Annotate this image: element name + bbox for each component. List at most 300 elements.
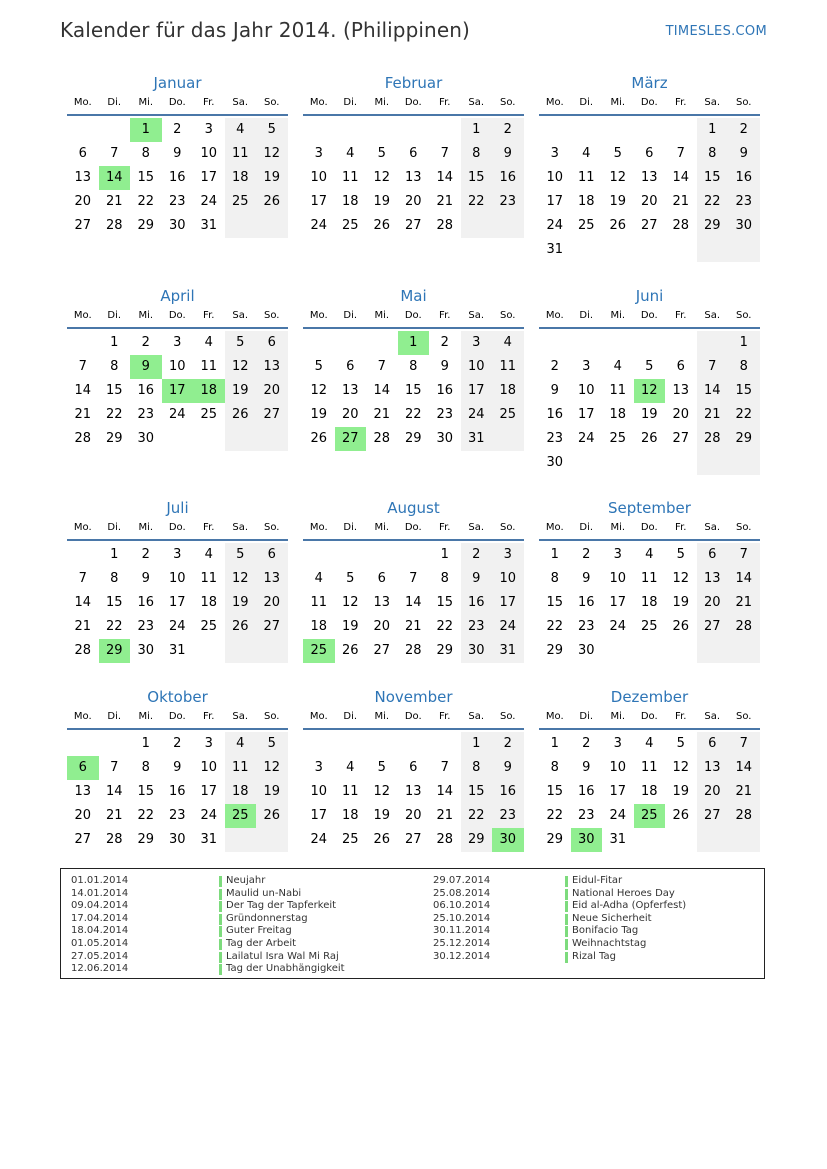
month-11	[539, 688, 760, 888]
header-rule	[539, 728, 760, 730]
holiday-day-cell: 18	[193, 379, 225, 403]
weekday-header: Mo.	[309, 711, 328, 722]
weekday-header: Do.	[168, 310, 186, 321]
day-cell: 26	[640, 431, 658, 446]
day-cell: 24	[168, 619, 186, 634]
weekday-header: So.	[500, 97, 516, 108]
weekday-header: Sa.	[704, 711, 721, 722]
day-cell: 22	[404, 407, 422, 422]
day-cell: 26	[373, 832, 391, 847]
weekday-header: Sa.	[468, 97, 485, 108]
day-cell: 31	[168, 643, 186, 658]
day-cell: 30	[461, 639, 493, 663]
day-cell: 25	[492, 403, 524, 427]
day-cell: 21	[74, 407, 92, 422]
day-cell: 6	[256, 543, 288, 567]
day-cell: 19	[373, 808, 391, 823]
day-cell: 18	[640, 595, 658, 610]
weekday-header: Di.	[107, 711, 122, 722]
weekday-header: Fr.	[675, 310, 687, 321]
day-cell: 17	[461, 379, 493, 403]
weekday-header: So.	[500, 522, 516, 533]
day-cell: 12	[310, 383, 328, 398]
day-cell: 13	[256, 355, 288, 379]
day-cell: 2	[141, 547, 150, 562]
day-cell: 17	[310, 808, 328, 823]
day-cell: 10	[310, 784, 328, 799]
month-name: Februar	[384, 74, 443, 92]
day-cell: 8	[461, 142, 493, 166]
day-cell: 30	[168, 832, 186, 847]
day-cell: 6	[697, 732, 729, 756]
day-cell: 10	[200, 760, 218, 775]
day-cell: 18	[341, 194, 359, 209]
day-cell: 22	[697, 190, 729, 214]
holiday-day-cell: 25	[303, 639, 335, 663]
weekend-shade	[697, 828, 729, 852]
day-cell: 23	[492, 804, 524, 828]
day-cell: 9	[728, 142, 760, 166]
day-cell: 5	[377, 760, 386, 775]
day-cell: 28	[728, 615, 760, 639]
day-cell: 3	[613, 736, 622, 751]
weekend-shade	[492, 214, 524, 238]
day-cell: 15	[546, 595, 564, 610]
day-cell: 27	[74, 832, 92, 847]
month-8	[539, 499, 760, 699]
day-cell: 9	[173, 760, 182, 775]
day-cell: 11	[492, 355, 524, 379]
day-cell: 6	[697, 543, 729, 567]
month-name: März	[631, 74, 668, 92]
day-cell: 7	[377, 359, 386, 374]
day-cell: 4	[346, 146, 355, 161]
day-cell: 12	[225, 355, 257, 379]
weekend-shade	[256, 214, 288, 238]
day-cell: 5	[256, 118, 288, 142]
day-cell: 1	[550, 736, 559, 751]
day-cell: 16	[728, 166, 760, 190]
day-cell: 10	[168, 359, 186, 374]
day-cell: 21	[436, 194, 454, 209]
day-cell: 13	[74, 170, 92, 185]
day-cell: 15	[461, 166, 493, 190]
day-cell: 19	[256, 780, 288, 804]
day-cell: 2	[582, 547, 591, 562]
day-cell: 21	[728, 780, 760, 804]
day-cell: 20	[341, 407, 359, 422]
day-cell: 15	[436, 595, 454, 610]
day-cell: 3	[173, 547, 182, 562]
weekday-header: Mi.	[374, 310, 390, 321]
day-cell: 22	[436, 619, 454, 634]
weekday-header: Sa.	[232, 310, 249, 321]
day-cell: 16	[168, 170, 186, 185]
weekday-header: Mi.	[138, 310, 154, 321]
day-cell: 22	[461, 190, 493, 214]
day-cell: 10	[200, 146, 218, 161]
day-cell: 7	[697, 355, 729, 379]
legend-date: 30.12.2014	[433, 950, 491, 962]
day-cell: 7	[78, 359, 87, 374]
header-rule	[67, 728, 288, 730]
weekday-header: Do.	[404, 711, 422, 722]
day-cell: 15	[461, 780, 493, 804]
day-cell: 23	[436, 407, 454, 422]
day-cell: 5	[225, 543, 257, 567]
day-cell: 30	[546, 455, 564, 470]
day-cell: 5	[314, 359, 323, 374]
day-cell: 1	[461, 732, 493, 756]
weekday-header: Di.	[343, 310, 358, 321]
day-cell: 6	[409, 760, 418, 775]
weekday-header: Mi.	[374, 711, 390, 722]
day-cell: 11	[640, 760, 658, 775]
day-cell: 11	[200, 359, 218, 374]
weekday-header: Mo.	[73, 522, 92, 533]
day-cell: 9	[582, 571, 591, 586]
day-cell: 22	[546, 619, 564, 634]
day-cell: 1	[110, 547, 119, 562]
day-cell: 7	[676, 146, 685, 161]
day-cell: 4	[225, 118, 257, 142]
day-cell: 14	[728, 756, 760, 780]
weekday-header: Fr.	[675, 97, 687, 108]
day-cell: 8	[550, 571, 559, 586]
day-cell: 13	[404, 170, 422, 185]
page-title: Kalender für das Jahr 2014. (Philippinen)	[60, 18, 470, 42]
day-cell: 19	[672, 784, 690, 799]
weekday-header: Mo.	[545, 97, 564, 108]
day-cell: 21	[105, 194, 123, 209]
day-cell: 21	[373, 407, 391, 422]
legend-holiday-name: Der Tag der Tapferkeit	[219, 900, 345, 913]
month-name: Mai	[400, 287, 427, 305]
weekday-header: Mo.	[545, 522, 564, 533]
weekday-header: Mi.	[138, 711, 154, 722]
day-cell: 10	[310, 170, 328, 185]
day-cell: 1	[110, 335, 119, 350]
day-cell: 29	[404, 431, 422, 446]
day-cell: 18	[640, 784, 658, 799]
day-cell: 23	[577, 808, 595, 823]
day-cell: 12	[225, 567, 257, 591]
day-cell: 18	[609, 407, 627, 422]
day-cell: 5	[613, 146, 622, 161]
day-cell: 9	[141, 571, 150, 586]
day-cell: 11	[200, 571, 218, 586]
day-cell: 8	[461, 756, 493, 780]
day-cell: 1	[440, 547, 449, 562]
day-cell: 28	[728, 804, 760, 828]
day-cell: 23	[168, 808, 186, 823]
day-cell: 6	[78, 146, 87, 161]
day-cell: 30	[436, 431, 454, 446]
weekday-header: Di.	[107, 522, 122, 533]
day-cell: 7	[110, 760, 119, 775]
weekday-header: Fr.	[439, 97, 451, 108]
weekday-header: Do.	[404, 522, 422, 533]
day-cell: 21	[74, 619, 92, 634]
weekday-header: Di.	[579, 711, 594, 722]
day-cell: 11	[341, 784, 359, 799]
weekday-header: Fr.	[439, 310, 451, 321]
day-cell: 24	[609, 808, 627, 823]
day-cell: 16	[137, 595, 155, 610]
day-cell: 26	[256, 190, 288, 214]
day-cell: 31	[546, 242, 564, 257]
day-cell: 24	[310, 832, 328, 847]
weekday-header: Do.	[404, 310, 422, 321]
weekday-header: Do.	[640, 97, 658, 108]
weekday-header: Fr.	[439, 522, 451, 533]
weekday-header: Mo.	[309, 97, 328, 108]
day-cell: 9	[173, 146, 182, 161]
day-cell: 28	[404, 643, 422, 658]
legend-holiday-name: National Heroes Day	[565, 888, 686, 901]
weekday-header: Do.	[168, 522, 186, 533]
month-name: Januar	[153, 74, 202, 92]
day-cell: 26	[609, 218, 627, 233]
day-cell: 24	[609, 619, 627, 634]
day-cell: 17	[168, 595, 186, 610]
weekend-shade	[728, 451, 760, 475]
day-cell: 28	[74, 643, 92, 658]
day-cell: 4	[492, 331, 524, 355]
day-cell: 9	[582, 760, 591, 775]
day-cell: 28	[105, 832, 123, 847]
weekday-header: Fr.	[675, 711, 687, 722]
holiday-day-cell: 6	[67, 756, 99, 780]
day-cell: 30	[137, 643, 155, 658]
day-cell: 11	[640, 571, 658, 586]
holiday-day-cell: 14	[99, 166, 131, 190]
weekend-shade	[697, 331, 729, 355]
day-cell: 21	[728, 591, 760, 615]
legend-date: 01.01.2014	[71, 875, 129, 886]
day-cell: 18	[200, 595, 218, 610]
weekday-header: Mo.	[73, 97, 92, 108]
weekday-header: Mo.	[309, 522, 328, 533]
weekday-header: Do.	[640, 522, 658, 533]
day-cell: 12	[373, 784, 391, 799]
weekend-shade	[225, 639, 257, 663]
day-cell: 4	[225, 732, 257, 756]
day-cell: 21	[105, 808, 123, 823]
legend-holiday-name: Gründonnerstag	[219, 913, 345, 926]
weekday-header: So.	[264, 522, 280, 533]
day-cell: 3	[173, 335, 182, 350]
day-cell: 28	[697, 427, 729, 451]
weekend-shade	[256, 427, 288, 451]
day-cell: 27	[74, 218, 92, 233]
holiday-day-cell: 25	[634, 804, 666, 828]
header-rule	[67, 539, 288, 541]
day-cell: 28	[436, 218, 454, 233]
weekday-header: Mi.	[610, 711, 626, 722]
day-cell: 10	[546, 170, 564, 185]
day-cell: 4	[314, 571, 323, 586]
weekday-header: Fr.	[203, 711, 215, 722]
day-cell: 30	[728, 214, 760, 238]
day-cell: 23	[577, 619, 595, 634]
weekday-header: Mo.	[545, 310, 564, 321]
day-cell: 19	[341, 619, 359, 634]
header-rule	[539, 327, 760, 329]
day-cell: 10	[492, 567, 524, 591]
legend-date: 25.12.2014	[433, 937, 491, 949]
weekday-header: Mo.	[73, 711, 92, 722]
legend-holiday-name: Eidul-Fitar	[565, 875, 686, 888]
day-cell: 19	[640, 407, 658, 422]
day-cell: 25	[609, 431, 627, 446]
day-cell: 9	[492, 142, 524, 166]
day-cell: 6	[346, 359, 355, 374]
weekday-header: Sa.	[704, 97, 721, 108]
day-cell: 3	[550, 146, 559, 161]
day-cell: 20	[74, 194, 92, 209]
day-cell: 15	[137, 784, 155, 799]
weekday-header: Do.	[404, 97, 422, 108]
legend-date: 29.07.2014	[433, 875, 491, 886]
month-6	[67, 499, 288, 699]
day-cell: 11	[341, 170, 359, 185]
day-cell: 23	[492, 190, 524, 214]
day-cell: 8	[697, 142, 729, 166]
day-cell: 6	[409, 146, 418, 161]
day-cell: 10	[168, 571, 186, 586]
day-cell: 25	[200, 619, 218, 634]
weekday-header: Sa.	[232, 522, 249, 533]
weekday-header: Mi.	[138, 522, 154, 533]
day-cell: 31	[609, 832, 627, 847]
day-cell: 7	[110, 146, 119, 161]
day-cell: 12	[341, 595, 359, 610]
day-cell: 12	[256, 142, 288, 166]
legend-holiday-name: Rizal Tag	[565, 951, 686, 964]
day-cell: 2	[492, 118, 524, 142]
day-cell: 9	[550, 383, 559, 398]
day-cell: 31	[200, 218, 218, 233]
day-cell: 3	[582, 359, 591, 374]
header-rule	[303, 728, 524, 730]
day-cell: 17	[609, 595, 627, 610]
day-cell: 28	[436, 832, 454, 847]
legend-left-dates	[71, 875, 128, 976]
day-cell: 5	[377, 146, 386, 161]
day-cell: 24	[461, 403, 493, 427]
legend-holiday-name: Tag der Arbeit	[219, 938, 345, 951]
day-cell: 26	[225, 403, 257, 427]
weekend-shade	[461, 214, 493, 238]
day-cell: 28	[373, 431, 391, 446]
day-cell: 9	[461, 567, 493, 591]
day-cell: 11	[609, 383, 627, 398]
legend-date: 30.11.2014	[433, 925, 491, 937]
holiday-day-cell: 30	[492, 828, 524, 852]
day-cell: 29	[137, 218, 155, 233]
weekend-shade	[225, 427, 257, 451]
day-cell: 8	[110, 571, 119, 586]
legend-holiday-name: Tag der Unabhängigkeit	[219, 963, 345, 976]
day-cell: 14	[105, 784, 123, 799]
day-cell: 11	[225, 756, 257, 780]
legend-date: 09.04.2014	[71, 900, 129, 912]
month-7	[303, 499, 524, 699]
day-cell: 6	[645, 146, 654, 161]
weekend-shade	[697, 639, 729, 663]
day-cell: 3	[314, 146, 323, 161]
weekday-header: Di.	[579, 97, 594, 108]
day-cell: 26	[672, 808, 690, 823]
day-cell: 29	[436, 643, 454, 658]
day-cell: 20	[697, 591, 729, 615]
day-cell: 14	[74, 383, 92, 398]
day-cell: 25	[341, 832, 359, 847]
legend-date: 25.10.2014	[433, 912, 491, 924]
day-cell: 2	[461, 543, 493, 567]
day-cell: 8	[141, 760, 150, 775]
day-cell: 18	[310, 619, 328, 634]
holiday-day-cell: 27	[335, 427, 367, 451]
day-cell: 24	[310, 218, 328, 233]
day-cell: 22	[137, 194, 155, 209]
day-cell: 13	[256, 567, 288, 591]
day-cell: 18	[577, 194, 595, 209]
day-cell: 18	[492, 379, 524, 403]
day-cell: 31	[461, 427, 493, 451]
day-cell: 3	[314, 760, 323, 775]
month-name: Dezember	[610, 688, 689, 706]
day-cell: 3	[492, 543, 524, 567]
day-cell: 6	[676, 359, 685, 374]
day-cell: 24	[492, 615, 524, 639]
weekday-header: So.	[736, 711, 752, 722]
day-cell: 2	[492, 732, 524, 756]
legend-holiday-name: Lailatul Isra Wal Mi Raj	[219, 951, 345, 964]
day-cell: 18	[225, 166, 257, 190]
weekday-header: Di.	[343, 522, 358, 533]
day-cell: 2	[173, 122, 182, 137]
day-cell: 27	[697, 804, 729, 828]
weekend-shade	[728, 238, 760, 262]
month-4	[303, 287, 524, 487]
day-cell: 8	[141, 146, 150, 161]
day-cell: 28	[74, 431, 92, 446]
day-cell: 8	[728, 355, 760, 379]
day-cell: 15	[105, 595, 123, 610]
legend-right-names	[565, 875, 686, 963]
day-cell: 23	[546, 431, 564, 446]
holiday-day-cell: 12	[634, 379, 666, 403]
weekday-header: Mi.	[138, 97, 154, 108]
day-cell: 29	[697, 214, 729, 238]
day-cell: 14	[697, 379, 729, 403]
weekday-header: So.	[500, 310, 516, 321]
weekend-shade	[728, 828, 760, 852]
weekday-header: So.	[736, 97, 752, 108]
day-cell: 14	[436, 170, 454, 185]
day-cell: 13	[672, 383, 690, 398]
day-cell: 19	[609, 194, 627, 209]
day-cell: 1	[697, 118, 729, 142]
weekend-shade	[492, 427, 524, 451]
day-cell: 16	[461, 591, 493, 615]
day-cell: 4	[204, 547, 213, 562]
brand-logo-text[interactable]: TIMESLES.COM	[665, 24, 767, 39]
weekday-header: Mo.	[309, 310, 328, 321]
day-cell: 3	[204, 122, 213, 137]
